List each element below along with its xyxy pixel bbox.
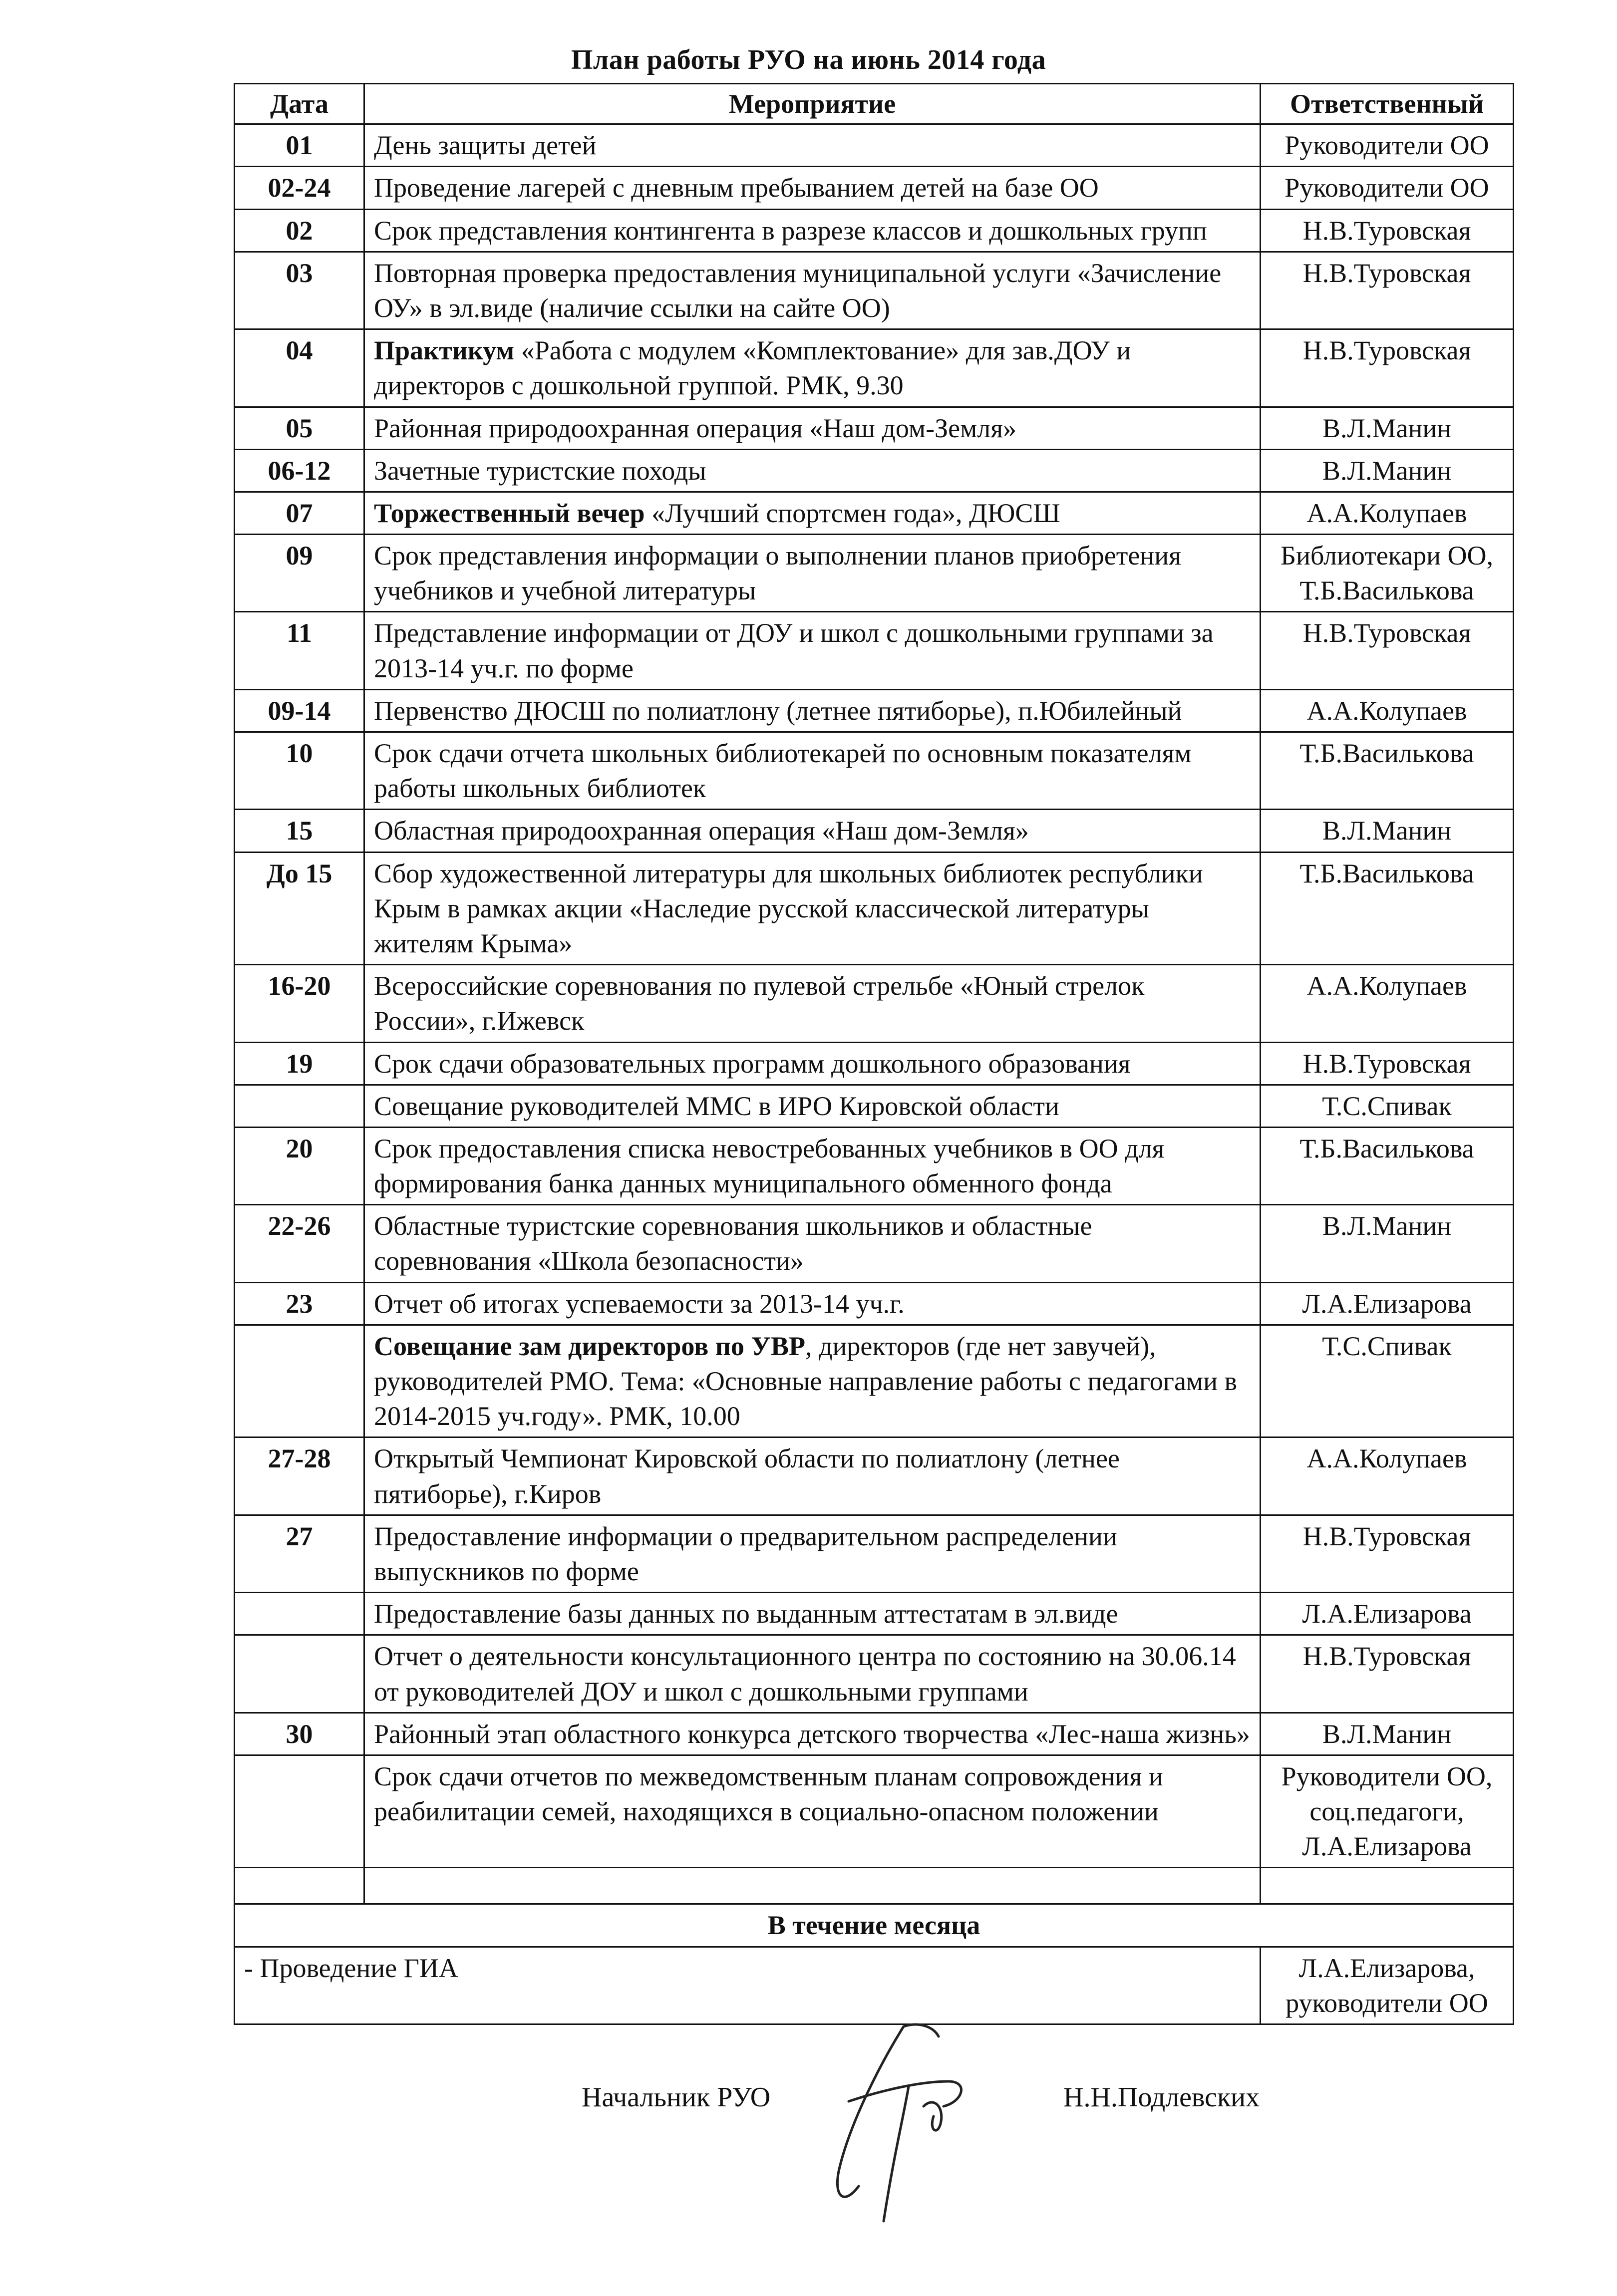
row-date [235,1755,364,1868]
table-row [235,1515,1514,1592]
row-responsible: Т.С.Спивак [1261,1325,1514,1437]
row-date: 02-24 [235,167,364,209]
row-event [364,612,1261,689]
row-event [364,732,1261,810]
table-row [235,167,1514,209]
row-event-text: Открытый Чемпионат Кировской области по полиатлону (летнее пятиборье), г.Киров [374,1443,1120,1509]
row-date [235,1085,364,1127]
row-responsible: Н.В.Туровская [1261,1515,1514,1592]
month-section-heading: В течение месяца [235,1904,1514,1947]
row-event-text: Зачетные туристские походы [374,455,706,486]
table-row [235,492,1514,534]
row-event [364,852,1261,965]
row-event [364,492,1261,534]
row-responsible: Л.А.Елизарова [1261,1282,1514,1325]
row-date: До 15 [235,852,364,965]
row-event [364,1515,1261,1592]
row-event [364,1282,1261,1325]
row-event-emphasis: Торжественный вечер [374,498,645,528]
row-date [235,1325,364,1437]
row-responsible: Н.В.Туровская [1261,1635,1514,1713]
row-event-text: Срок представления информации о выполнении планов приобретения учебников и учебной литературы [374,541,1181,606]
month-section-event: - Проведение ГИА [235,1947,1261,2024]
month-section-responsible: Л.А.Елизарова, руководители ОО [1261,1947,1514,2024]
row-responsible: Т.Б.Василькова [1261,1127,1514,1204]
row-event [364,252,1261,329]
row-date: 23 [235,1282,364,1325]
row-date: 16-20 [235,965,364,1042]
row-date: 07 [235,492,364,534]
row-date: 20 [235,1127,364,1204]
row-date: 06-12 [235,449,364,492]
row-date: 03 [235,252,364,329]
row-event [364,535,1261,612]
row-date: 22-26 [235,1205,364,1282]
row-event [364,124,1261,167]
table-row [235,209,1514,252]
header-event: Мероприятие [364,84,1261,124]
row-date: 04 [235,329,364,407]
table-row [235,810,1514,852]
row-event [364,329,1261,407]
row-date: 19 [235,1042,364,1085]
table-row [235,1282,1514,1325]
row-date: 30 [235,1713,364,1755]
plan-table-body [235,124,1514,1868]
row-event [364,1325,1261,1437]
table-row [235,1325,1514,1437]
row-responsible: Библиотекари ОО, Т.Б.Василькова [1261,535,1514,612]
table-row [235,689,1514,732]
row-responsible: А.А.Колупаев [1261,965,1514,1042]
row-event-text: Проведение лагерей с дневным пребыванием детей на базе ОО [374,173,1099,203]
row-event [364,1042,1261,1085]
row-event-text: Предоставление информации о предварительном распределении выпускников по форме [374,1521,1117,1586]
row-event-text: Отчет о деятельности консультационного центра по состоянию на 30.06.14 от руководителей ДОУ и школ с дошкольными группами [374,1641,1236,1707]
row-event [364,810,1261,852]
table-row [235,1042,1514,1085]
row-event-text: Предоставление базы данных по выданным аттестатам в эл.виде [374,1599,1118,1629]
row-event-text: Совещание руководителей ММС в ИРО Кировской области [374,1091,1059,1121]
row-responsible: В.Л.Манин [1261,449,1514,492]
row-event [364,1635,1261,1713]
row-event [364,167,1261,209]
table-row [235,252,1514,329]
table-spacer-row [235,1868,1514,1904]
table-row [235,852,1514,965]
table-row [235,1635,1514,1713]
row-event-text: День защиты детей [374,130,597,161]
header-date: Дата [235,84,364,124]
row-event-text: Срок представления контингента в разрезе классов и дошкольных групп [374,215,1207,246]
row-date: 01 [235,124,364,167]
row-date: 09-14 [235,689,364,732]
row-event [364,1205,1261,1282]
row-event-emphasis: Совещание зам директоров по УВР [374,1331,805,1361]
table-row [235,965,1514,1042]
row-event [364,1437,1261,1515]
row-responsible: Руководители ОО [1261,124,1514,167]
signature [819,2007,1028,2226]
row-responsible: Т.Б.Василькова [1261,852,1514,965]
row-responsible: Н.В.Туровская [1261,209,1514,252]
row-event-text: Повторная проверка предоставления муниципальной услуги «Зачисление ОУ» в эл.виде (наличие ссылки на сайте ОО) [374,258,1222,323]
row-date: 10 [235,732,364,810]
row-responsible: Н.В.Туровская [1261,1042,1514,1085]
row-responsible: А.А.Колупаев [1261,689,1514,732]
row-responsible: Т.Б.Василькова [1261,732,1514,810]
table-header-row [235,84,1514,124]
row-responsible: В.Л.Манин [1261,407,1514,449]
row-date: 09 [235,535,364,612]
row-event-text: Всероссийские соревнования по пулевой стрельбе «Юный стрелок России», г.Ижевск [374,971,1145,1036]
row-responsible: В.Л.Манин [1261,810,1514,852]
table-row [235,1127,1514,1204]
row-responsible: Н.В.Туровская [1261,612,1514,689]
table-row [235,124,1514,167]
row-date: 11 [235,612,364,689]
row-event-text: Районная природоохранная операция «Наш дом-Земля» [374,413,1017,443]
row-event [364,1593,1261,1635]
row-event-text: , директоров (где нет завучей), руководителей РМО. Тема: «Основные направление работы с педагогами в 2014-2015 уч.году». РМК, 10.00 [374,1331,1237,1432]
row-responsible: Н.В.Туровская [1261,252,1514,329]
row-event-text: Сбор художественной литературы для школьных библиотек республики Крым в рамках акции «Наследие русской классической литературы жителям Крыма» [374,858,1203,958]
row-event-text: Срок сдачи отчетов по межведомственным планам сопровождения и реабилитации семей, находящихся в социально-опасном положении [374,1761,1163,1827]
row-date: 02 [235,209,364,252]
page-title: План работы РУО на июнь 2014 года [571,44,1046,75]
row-date: 15 [235,810,364,852]
plan-table [234,83,1514,2025]
row-date [235,1593,364,1635]
row-date: 27-28 [235,1437,364,1515]
row-event [364,1085,1261,1127]
row-responsible: В.Л.Манин [1261,1205,1514,1282]
signer-name: Н.Н.Подлевских [1063,2082,1260,2113]
table-row [235,449,1514,492]
signer-position: Начальник РУО [582,2082,771,2113]
row-responsible: Л.А.Елизарова [1261,1593,1514,1635]
table-row [235,612,1514,689]
month-section [235,1868,1514,2024]
row-event-text: Отчет об итогах успеваемости за 2013-14 уч.г. [374,1288,905,1319]
row-responsible: Руководители ОО [1261,167,1514,209]
row-event [364,449,1261,492]
row-event [364,689,1261,732]
table-row [235,1593,1514,1635]
month-section-heading-row [235,1904,1514,1947]
row-event-text: Срок предоставления списка невостребованных учебников в ОО для формирования банка данных муниципального обменного фонда [374,1133,1165,1199]
row-responsible: А.А.Колупаев [1261,1437,1514,1515]
table-row [235,1755,1514,1868]
row-event [364,1755,1261,1868]
row-responsible: А.А.Колупаев [1261,492,1514,534]
table-row [235,732,1514,810]
row-event-text: Областная природоохранная операция «Наш дом-Земля» [374,816,1029,846]
row-event-text: Первенство ДЮСШ по полиатлону (летнее пятиборье), п.Юбилейный [374,695,1182,726]
row-event [364,407,1261,449]
table-row [235,329,1514,407]
header-responsible: Ответственный [1261,84,1514,124]
row-responsible: Руководители ОО, соц.педагоги, Л.А.Елизарова [1261,1755,1514,1868]
table-row [235,407,1514,449]
row-responsible: В.Л.Манин [1261,1713,1514,1755]
row-event [364,965,1261,1042]
table-row [235,1085,1514,1127]
row-event [364,1713,1261,1755]
row-event-text: Представление информации от ДОУ и школ с дошкольными группами за 2013-14 уч.г. по форме [374,618,1214,683]
table-row [235,1205,1514,1282]
table-row [235,1437,1514,1515]
row-event [364,209,1261,252]
row-date [235,1635,364,1713]
table-row [235,535,1514,612]
row-event [364,1127,1261,1204]
row-event-text: «Лучший спортсмен года», ДЮСШ [645,498,1060,528]
row-date: 05 [235,407,364,449]
row-event-text: Районный этап областного конкурса детского творчества «Лес-наша жизнь» [374,1719,1250,1749]
row-event-text: Срок сдачи образовательных программ дошкольного образования [374,1048,1131,1079]
row-event-emphasis: Практикум [374,335,515,366]
table-row [235,1713,1514,1755]
row-date: 27 [235,1515,364,1592]
row-event-text: «Работа с модулем «Комплектование» для зав.ДОУ и директоров с дошкольной группой. РМК, 9.30 [374,335,1131,401]
row-responsible: Н.В.Туровская [1261,329,1514,407]
row-event-text: Срок сдачи отчета школьных библиотекарей по основным показателям работы школьных библиотек [374,738,1192,804]
row-event-text: Областные туристские соревнования школьников и областные соревнования «Школа безопасности» [374,1211,1092,1276]
row-responsible: Т.С.Спивак [1261,1085,1514,1127]
